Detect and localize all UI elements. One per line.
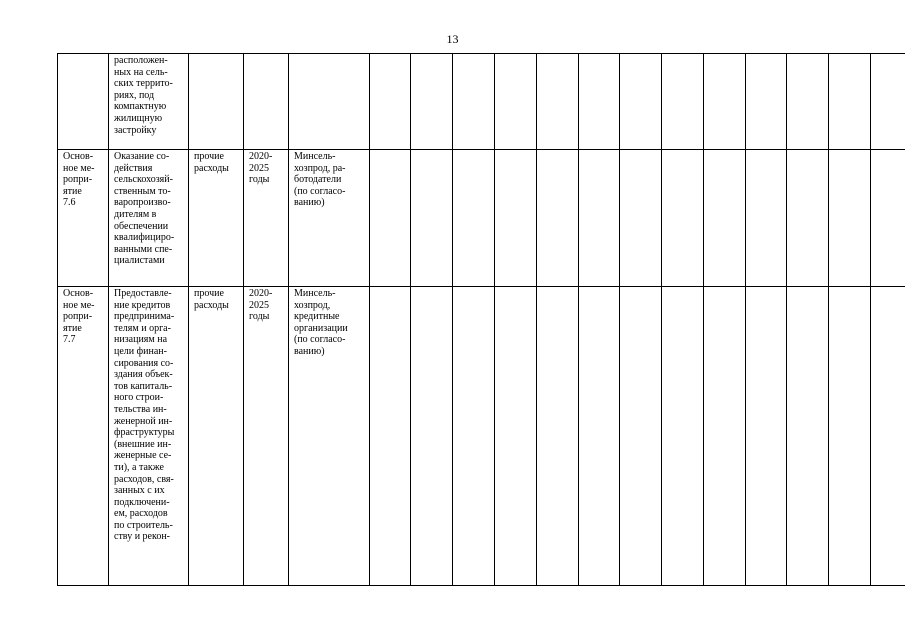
cell-executor: Минсель- хозпрод, кредитные организации (по согласо- ванию) [289,287,370,586]
cell-code: Основ- ное ме- ропри- ятие 7.6 [58,150,109,287]
cell-period: 2020- 2025 годы [244,150,289,287]
empty-cell [787,287,829,586]
empty-cell [495,54,537,150]
empty-cell [370,54,411,150]
table-row [58,54,905,150]
empty-cell [453,150,495,287]
cell-description: Предоставле- ние кредитов предпринима- телям и орга- низациям на цели финан- сирования со- здания объек- тов капиталь- ного строи- тельства ин- женерной ин- фраструктуры (внешние ин- женерные се- ти), а также расходов, свя- занных с их подключени- ем, расходов по строитель- ству и рекон- [109,287,189,586]
empty-cell [537,54,579,150]
empty-cell [411,287,453,586]
empty-cell [787,54,829,150]
empty-cell [746,54,787,150]
empty-cell [370,150,411,287]
empty-cell [579,54,620,150]
empty-cell [411,150,453,287]
cell-period: 2020- 2025 годы [244,287,289,586]
cell-expenses: прочие расходы [189,287,244,586]
empty-cell [537,287,579,586]
cell-description: расположен- ных на сель- ских террито- риях, под компактную жилищную застройку [109,54,189,150]
cell-executor [289,54,370,150]
empty-cell [787,150,829,287]
empty-cell [871,287,905,586]
program-activities-table [57,53,905,586]
cell-period [244,54,289,150]
cell-description: Оказание со- действия сельскохозяй- ственным то- варопроизво- дителям в обеспечении квалифициро- ванными спе- циалистами [109,150,189,287]
cell-executor: Минсель- хозпрод, ра- ботодатели (по согласо- ванию) [289,150,370,287]
empty-cell [495,287,537,586]
table-row [58,287,905,586]
empty-cell [704,150,746,287]
empty-cell [620,54,662,150]
empty-cell [704,54,746,150]
empty-cell [495,150,537,287]
empty-cell [662,54,704,150]
empty-cell [662,287,704,586]
empty-cell [746,150,787,287]
empty-cell [620,150,662,287]
empty-cell [579,287,620,586]
empty-cell [662,150,704,287]
empty-cell [829,150,871,287]
empty-cell [620,287,662,586]
empty-cell [829,287,871,586]
empty-cell [453,54,495,150]
cell-code [58,54,109,150]
table-row [58,150,905,287]
page-number: 13 [446,32,459,46]
empty-cell [704,287,746,586]
empty-cell [411,54,453,150]
empty-cell [370,287,411,586]
empty-cell [537,150,579,287]
cell-expenses: прочие расходы [189,150,244,287]
empty-cell [871,54,905,150]
empty-cell [829,54,871,150]
empty-cell [453,287,495,586]
empty-cell [746,287,787,586]
empty-cell [871,150,905,287]
cell-expenses [189,54,244,150]
empty-cell [579,150,620,287]
cell-code: Основ- ное ме- ропри- ятие 7.7 [58,287,109,586]
